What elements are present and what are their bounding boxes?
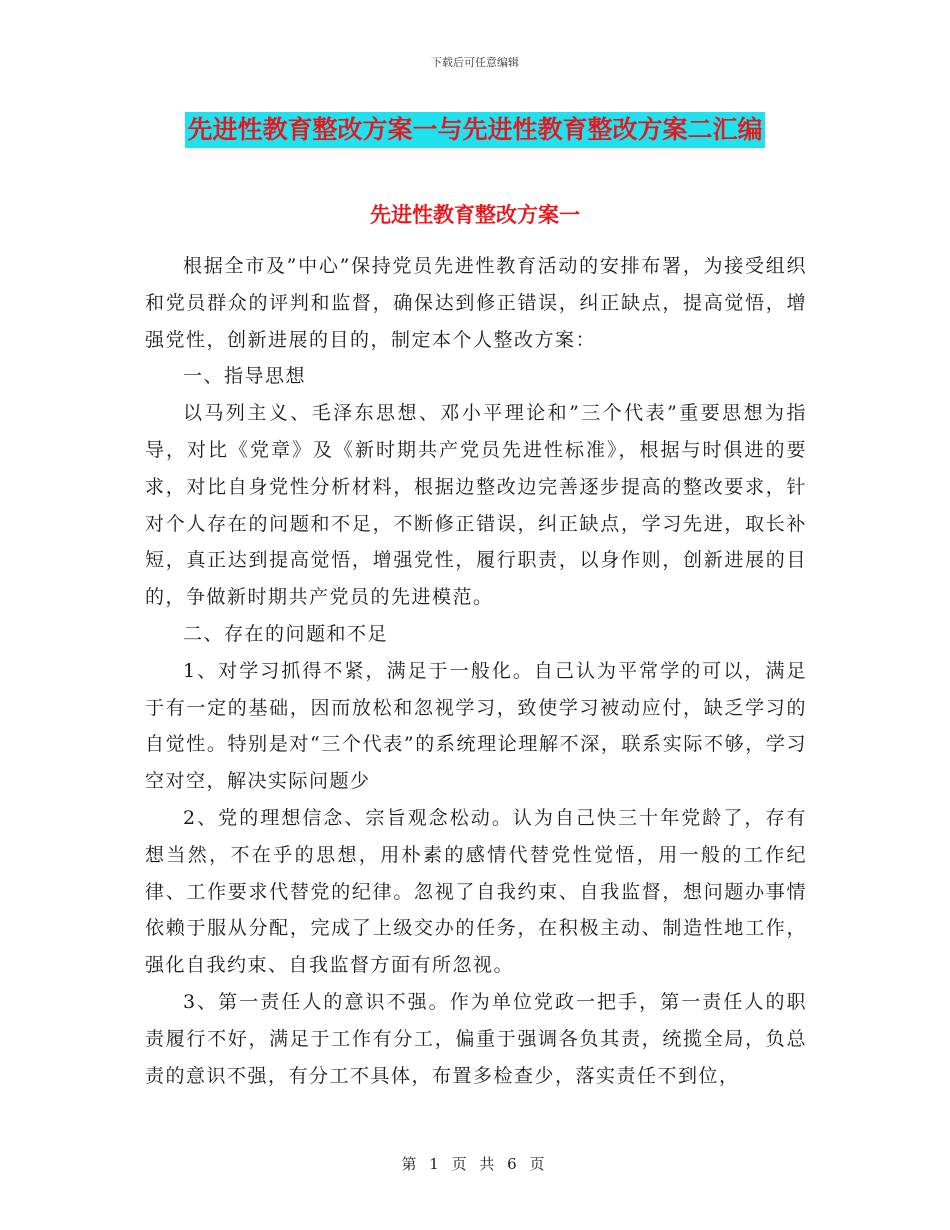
header-note: 下载后可任意编辑 <box>431 56 519 69</box>
paragraph-guiding-ideology: 以马列主义、毛泽东思想、邓小平理论和”三个代表”重要思想为指导，对比《党章》及《新时期共产党员先进性标准》，根据与时俱进的要求，对比自身党性分析材料，根据边整改边完善逐步提高的整改要求，针对个人存在的问题和不足，不断修正错误，纠正缺点，学习先进，取长补短，真正达到提高觉悟，增强党性，履行职责，以身作则，创新进展的目的，争做新时期共产党员的先进模范。 <box>145 402 807 609</box>
document-title: 先进性教育整改方案一与先进性教育整改方案二汇编 <box>185 112 764 148</box>
section-title: 先进性教育整改方案一 <box>370 203 580 227</box>
heading-problems: 二、存在的问题和不足 <box>183 622 389 645</box>
document-body <box>145 248 807 1094</box>
heading-guiding-ideology: 一、指导思想 <box>183 365 307 388</box>
paragraph-problem-1: 1、对学习抓得不紧，满足于一般化。自己认为平常学的可以，满足于有一定的基础，因而放松和忽视学习，致使学习被动应付，缺乏学习的自觉性。特别是对“三个代表”的系统理论理解不深，联系实际不够，学习空对空，解决实际问题少 <box>145 659 807 793</box>
page-number-footer: 第 1 页 共 6 页 <box>401 1155 549 1173</box>
paragraph-problem-3: 3、第一责任人的意识不强。作为单位党政一把手，第一责任人的职责履行不好，满足于工作有分工，偏重于强调各负其责，统揽全局，负总责的意识不强，有分工不具体，布置多检查少，落实责任不到位， <box>145 990 807 1087</box>
paragraph-intro: 根据全市及”中心”保持党员先进性教育活动的安排布署，为接受组织和党员群众的评判和监督，确保达到修正错误，纠正缺点，提高觉悟，增强党性，创新进展的目的，制定本个人整改方案： <box>145 255 807 351</box>
document-title-container <box>0 112 950 148</box>
paragraph-problem-2: 2、党的理想信念、宗旨观念松动。认为自己快三十年党龄了，存有想当然，不在乎的思想，用朴素的感情代替党性觉悟，用一般的工作纪律、工作要求代替党的纪律。忽视了自我约束、自我监督，想问题办事情依赖于服从分配，完成了上级交办的任务，在积极主动、制造性地工作，强化自我约束、自我监督方面有所忽视。 <box>145 806 807 977</box>
